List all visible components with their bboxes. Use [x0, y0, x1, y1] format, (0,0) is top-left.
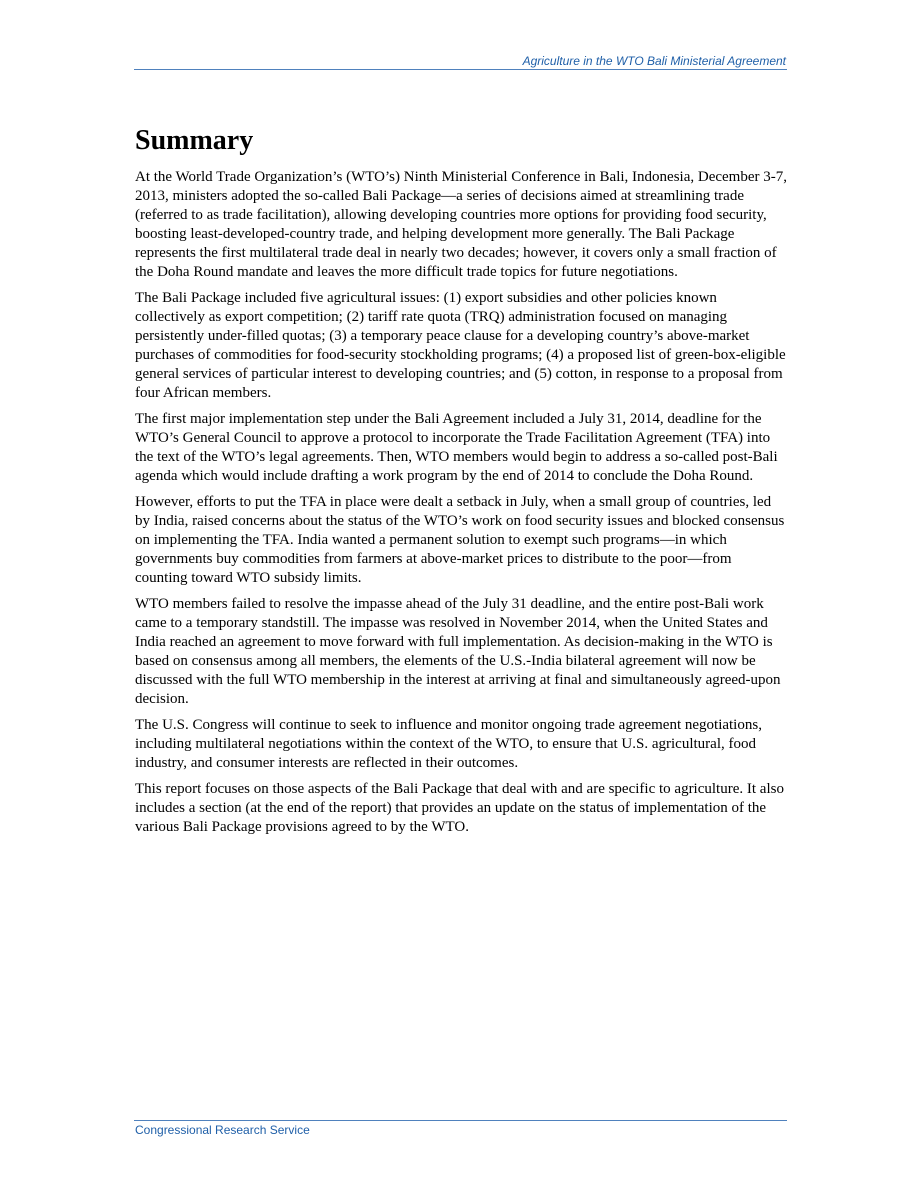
footer-organization: Congressional Research Service	[135, 1123, 310, 1137]
page-title: Summary	[135, 125, 254, 156]
summary-paragraph-4: However, efforts to put the TFA in place were dealt a setback in July, when a small group of countries, led by India, raised concerns about the status of the WTO’s work on food security issues and blocked consensus on implementing the TFA. India wanted a permanent solution to exempt such programs—in which governments buy commodities from farmers at above-market prices to distribute to the poor—from counting toward WTO subsidy limits.	[135, 494, 785, 586]
summary-paragraph-3: The first major implementation step under the Bali Agreement included a July 31, 2014, deadline for the WTO’s General Council to approve a protocol to incorporate the Trade Facilitation Agreement (TFA) into the text of the WTO’s legal agreements. Then, WTO members would begin to address a so-called post-Bali agenda which would include drafting a work program by the end of 2014 to conclude the Doha Round.	[135, 411, 778, 484]
footer-rule	[134, 1120, 787, 1121]
summary-paragraph-1: At the World Trade Organization’s (WTO’s) Ninth Ministerial Conference in Bali, Indonesia, December 3-7, 2013, ministers adopted the so-called Bali Package—a series of decisions aimed at streamlining trade (referred to as trade facilitation), allowing developing countries more options for providing food security, boosting least-developed-country trade, and helping development more generally. The Bali Package represents the first multilateral trade deal in nearly two decades; however, it covers only a small fraction of the Doha Round mandate and leaves the more difficult trade topics for future negotiations.	[135, 169, 787, 280]
summary-paragraph-7: This report focuses on those aspects of the Bali Package that deal with and are specific to agriculture. It also includes a section (at the end of the report) that provides an update on the status of implementation of the various Bali Package provisions agreed to by the WTO.	[135, 781, 784, 835]
summary-paragraph-2: The Bali Package included five agricultural issues: (1) export subsidies and other policies known collectively as export competition; (2) tariff rate quota (TRQ) administration focused on managing persistently under-filled quotas; (3) a temporary peace clause for a developing country’s above-market purchases of commodities for food-security stockholding programs; (4) a proposed list of green-box-eligible general services of particular interest to developing countries; and (5) cotton, in response to a proposal from four African members.	[135, 290, 786, 401]
summary-paragraph-6: The U.S. Congress will continue to seek to influence and monitor ongoing trade agreement negotiations, including multilateral negotiations within the context of the WTO, to ensure that U.S. agricultural, food industry, and consumer interests are reflected in their outcomes.	[135, 717, 762, 771]
header-rule	[134, 69, 787, 70]
running-header: Agriculture in the WTO Bali Ministerial Agreement	[522, 54, 786, 68]
summary-paragraph-5: WTO members failed to resolve the impasse ahead of the July 31 deadline, and the entire post-Bali work came to a temporary standstill. The impasse was resolved in November 2014, when the United States and India reached an agreement to move forward with full implementation. As decision-making in the WTO is based on consensus among all members, the elements of the U.S.-India bilateral agreement will now be discussed with the full WTO membership in the interest at arriving at final and simultaneously agreed-upon decision.	[135, 596, 781, 707]
summary-body	[135, 168, 787, 844]
